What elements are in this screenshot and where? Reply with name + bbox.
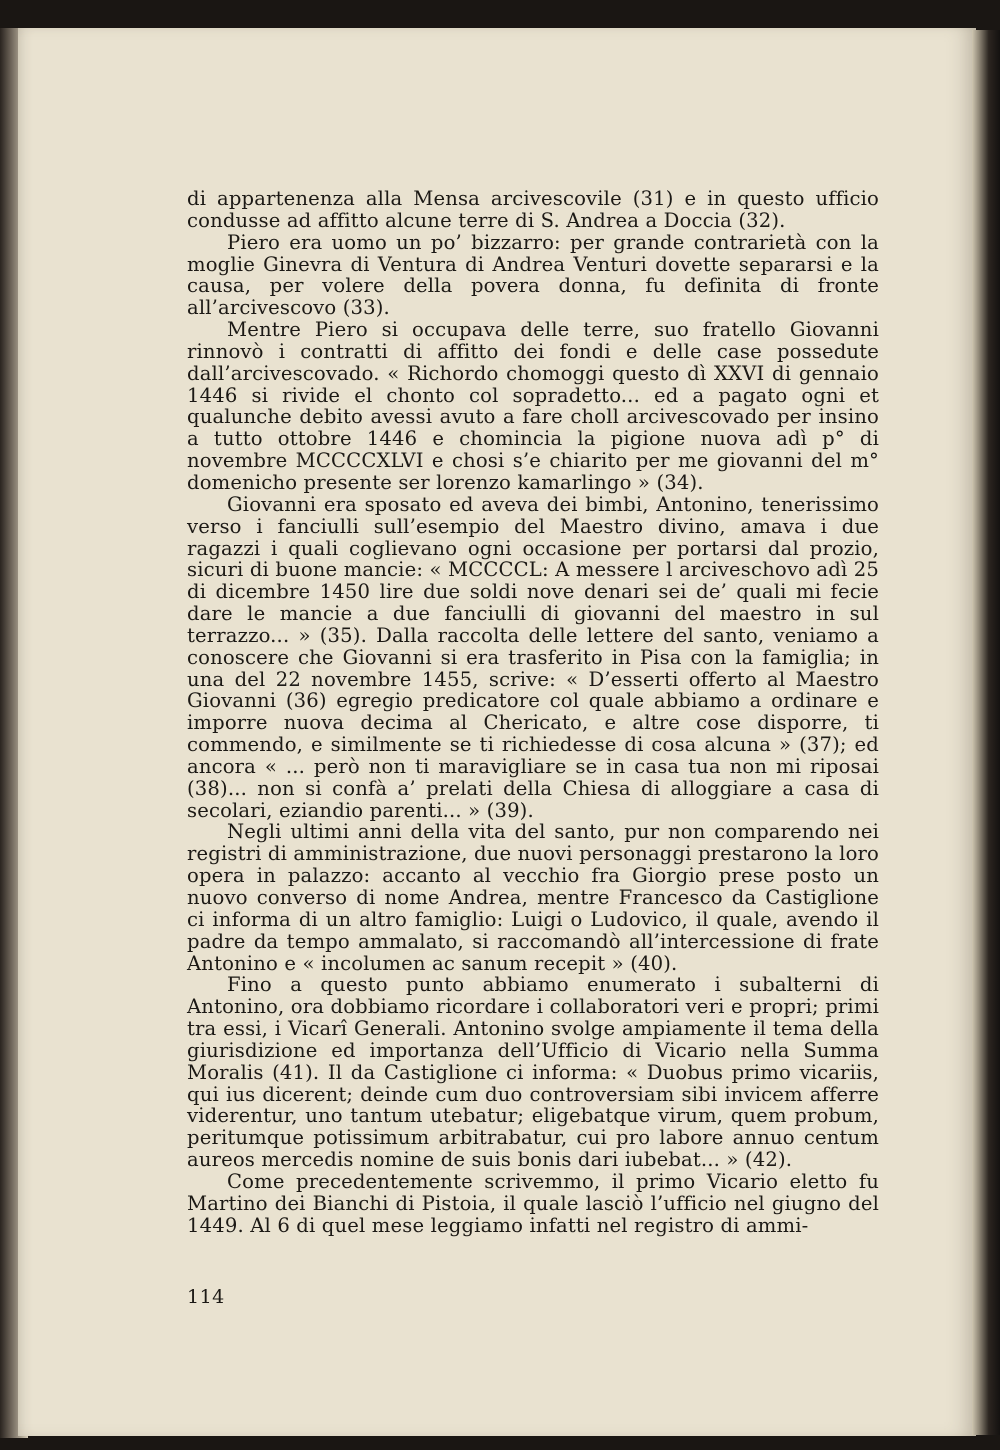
paragraph: Mentre Piero si occupava delle terre, suo fratello Giovanni rinnovò i contratti di affitto dei fondi e delle case possedute dall’arcivescovado. « Richordo chomoggi questo dì XXVI di gennaio 1446 si rivide el chonto col sopradetto... ed a pagato ogni et qualunche debito avessi avuto a fare choll arcivescovado per insino a tutto ottobre 1446 e chomincia la pigione nuova adì p° di novembre MCCCCXLVI e chosi s’e chiarito per me giovanni del m° domenicho presente ser lorenzo kamarlingo » (34). bbox=[187, 318, 879, 494]
paragraph: Fino a questo punto abbiamo enumerato i subalterni di Antonino, ora dobbiamo ricordare i collaboratori veri e propri; primi tra essi, i Vicarî Generali. Antonino svolge ampiamente il tema della giurisdizione ed importanza dell’Ufficio di Vicario nella Summa Moralis (41). Il da Castiglione ci informa: « Duobus primo vicariis, qui ius dicerent; deinde cum duo controversiam sibi invicem afferre viderentur, uno tantum utebatur; eligebatque virum, quem probum, peritumque potissimum arbitrabatur, cui pro labore annuo centum aureos mercedis nomine de suis bonis dari iubebat... » (42). bbox=[187, 973, 879, 1172]
paragraph: Giovanni era sposato ed aveva dei bimbi, Antonino, tenerissimo verso i fanciulli sull’esempio del Maestro divino, amava i due ragazzi i quali coglievano ogni occasione per portarsi dal prozio, sicuri di buone mancie: « MCCCCL: A messere l arciveschovo adì 25 di dicembre 1450 lire due soldi nove denari sei de’ quali mi fecie dare le mancie a due fanciulli di giovanni del maestro in sul terrazzo... » (35). Dalla raccolta delle lettere del santo, veniamo a conoscere che Giovanni si era trasferito in Pisa con la famiglia; in una del 22 novembre 1455, scrive: « D’esserti offerto al Maestro Giovanni (36) egregio predicatore col quale abbiamo a ordinare e imporre nuova decima al Chericato, e altre cose disporre, ti commendo, e similmente se ti richiedesse di cosa alcuna » (37); ed ancora « ... però non ti maravigliare se in casa tua non mi riposai (38)... non si confà a’ prelati della Chiesa di alloggiare a casa di secolari, eziandio parenti... » (39). bbox=[187, 492, 879, 822]
paragraph: Negli ultimi anni della vita del santo, pur non comparendo nei registri di amministrazione, due nuovi personaggi prestarono la loro opera in palazzo: accanto al vecchio fra Giorgio prese posto un nuovo converso di nome Andrea, mentre Francesco da Castiglione ci informa di un altro famiglio: Luigi o Ludovico, il quale, avendo il padre da tempo ammalato, si raccomandò all’intercessione di frate Antonino e « incolumen ac sanum recepit » (40). bbox=[187, 820, 879, 975]
paragraph: di appartenenza alla Mensa arcivescovile (31) e in questo ufficio condusse ad affitto alcune terre di S. Andrea a Doccia (32). bbox=[187, 187, 879, 232]
page-number: 114 bbox=[187, 1286, 225, 1308]
page-stack-edge bbox=[972, 30, 1000, 1435]
paragraph: Come precedentemente scrivemmo, il primo Vicario eletto fu Martino dei Bianchi di Pistoia, il quale lasciò l’ufficio nel giugno del 1449. Al 6 di quel mese leggiamo infatti nel registro di ammi- bbox=[187, 1169, 879, 1237]
body-text bbox=[187, 188, 879, 1237]
paragraph: Piero era uomo un po’ bizzarro: per grande contrarietà con la moglie Ginevra di Ventura di Andrea Venturi dovette separarsi e la causa, per volere della povera donna, fu definita di fronte all’arcivescovo (33). bbox=[187, 230, 879, 320]
